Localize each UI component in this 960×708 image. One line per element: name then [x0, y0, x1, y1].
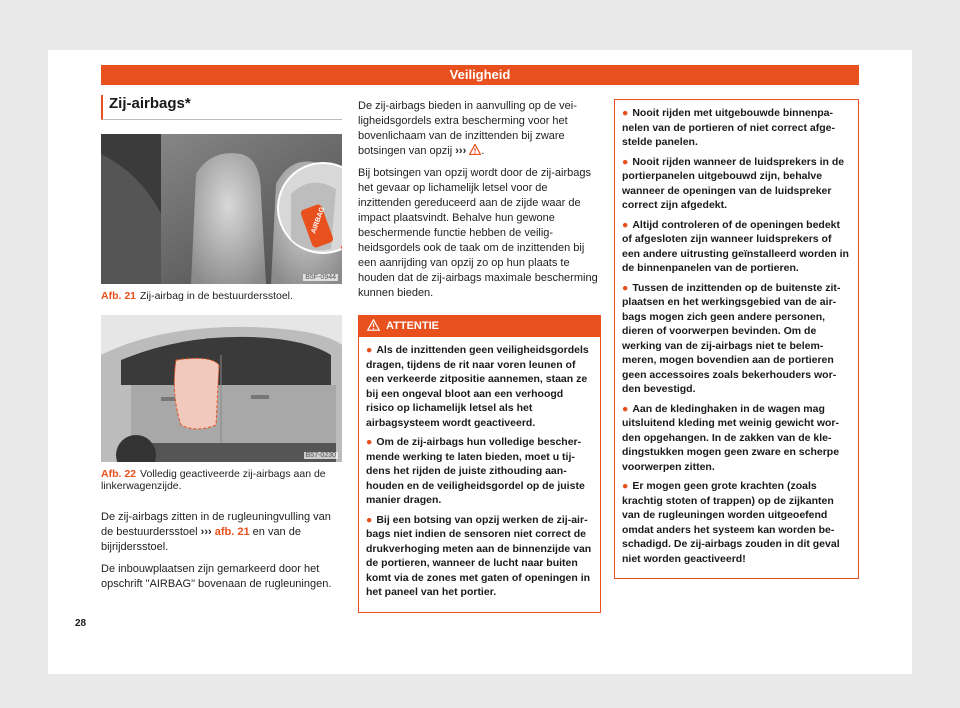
paragraph-text: en van de bijrijdersstoel. [101, 526, 301, 553]
airbag-label: AIRBAG [310, 206, 327, 235]
figure-side-airbags [101, 315, 342, 462]
warning-item-text: Bij een botsing van opzij werken de zij-airbags niet indien de sensoren niet correct de drukverhoging meten aan de binnenzijde van de portieren, wanneer de lucht naar buiten komt via de zones met gaten of openingen in het paneel van het portier. [366, 513, 592, 598]
paragraph-text: De zij-airbags bieden in aanvulling op de veiligheidsgordels extra bescherming voor het bovenlichaam van de inzittenden bij zware botsingen van opzij [358, 100, 577, 157]
warning-item: ● Tussen de inzittenden op de buitenste zitplaatsen en het werkingsgebied van de airbags mogen zich geen andere personen, dieren of voorwerpen bevinden. Om de werking van de zij-airbags niet te belemmeren, mogen bovendien aan de portieren geen accessoires zoals bekerhouders worden bevestigd. [622, 281, 841, 395]
warning-box [358, 315, 601, 613]
warning-title: ATTENTIE [386, 320, 439, 332]
car-side-airbag-illustration [101, 315, 342, 462]
warning-item: ● Als de inzittenden geen veiligheidsgordels dragen, tijdens de rit naar voren leunen of een verkeerde zitpositie aannemen, staan ze bij een ongeval bloot aan een verhoogd risico op lichamelijk letsel als het airbagsysteem wordt geactiveerd. [366, 344, 589, 429]
right-column [614, 99, 859, 579]
figure-id: B5F-0944 [305, 274, 336, 281]
middle-column [358, 99, 601, 613]
warning-item-text: Er mogen geen grote krachten (zoals krachtig stoten of trappen) op de zijkanten van de rugleuningen worden uitgeoefend omdat anders het systeem kan worden beschadigd. De zij-airbags zouden in dit geval niet worden geactiveerd! [622, 480, 840, 565]
warning-item-text: Tussen de inzittenden op de buitenste zitplaatsen en het werkingsgebied van de airbags mogen zich geen andere personen, dieren of voorwerpen bevinden. Om de werking van de zij-airbags niet te belemmeren, mogen bovendien aan de portieren geen accessoires zoals bekerhouders worden bevestigd. [622, 281, 841, 395]
paragraph: Bij botsingen van opzij wordt door de zij-airbags het gevaar op lichamelijk letsel voor de inzittenden gereduceerd aan de zijde waar de impact plaatsvindt. Behalve hun gewone beschermende functie hebben de veiligheidsgordels ook de taak om de inzittenden bij een aanrijding van opzij zo op hun plaats te houden dat de zij-airbags maximale bescherming kunnen bieden. [358, 167, 598, 299]
warning-item-text: Altijd controleren of de openingen bedekt of afgesloten zijn wanneer luidsprekers of een andere uitrusting geïnstalleerd worden in de binnenpanelen van de portieren. [622, 218, 849, 274]
warning-item: ● Er mogen geen grote krachten (zoals krachtig stoten of trappen) op de zijkanten van de rugleuningen worden uitgeoefend omdat anders het systeem kan worden beschadigd. De zij-airbags zouden in dit geval niet worden geactiveerd! [622, 480, 840, 565]
warning-triangle-icon [469, 145, 481, 157]
figure-seat-airbag [101, 134, 342, 284]
warning-item-text: Om de zij-airbags hun volledige beschermende werking te laten bieden, moet u tijdens het rijden de juiste zithouding aanhouden en de veiligheidsgordel op de juiste manier dragen. [366, 436, 585, 506]
warning-item: ● Nooit rijden wanneer de luidsprekers in de portierpanelen uitgebouwd zijn, behalve wanneer de openingen van de luidspreker correct zijn afgedekt. [622, 155, 845, 211]
figure-caption-text: Zij-airbag in de bestuurdersstoel. [140, 290, 293, 302]
warning-item-text: Als de inzittenden geen veiligheidsgordels dragen, tijdens de rit naar voren leunen of een verkeerde zitpositie aannemen, staan ze bij een ongeval bloot aan een verhoogd risico op lichamelijk letsel als het airbagsysteem wordt geactiveerd. [366, 344, 589, 429]
warning-header [359, 316, 600, 337]
page-number: 28 [75, 618, 87, 629]
paragraph: De inbouwplaatsen zijn gemarkeerd door het opschrift "AIRBAG" bovenaan de rugleuningen. [101, 563, 332, 590]
seat-airbag-illustration [101, 134, 342, 284]
warning-item: ● Nooit rijden met uitgebouwde binnenpanelen van de portieren of niet correct afgestelde panelen. [622, 107, 835, 148]
figure-label: Afb. 22 [101, 468, 137, 480]
reference-arrows: ››› [455, 145, 467, 157]
warning-triangle-icon [367, 318, 380, 339]
warning-item: ● Aan de kledinghaken in de wagen mag uitsluitend kleding met weinig gewicht worden opgehangen. In de zakken van de kledingstukken mogen geen zware en scherpe voorwerpen zitten. [622, 402, 840, 473]
paragraph: De zij-airbags bieden in aanvulling op de veiligheidsgordels extra bescherming voor het bovenlichaam van de inzittenden bij zware botsingen van opzij ››› . [358, 100, 577, 157]
chapter-header: Veiligheid [101, 65, 859, 85]
reference-arrows: ››› [200, 526, 212, 538]
warning-item: ● Altijd controleren of de openingen bedekt of afgesloten zijn wanneer luidsprekers of een andere uitrusting geïnstalleerd worden in de binnenpanelen van de portieren. [622, 218, 849, 274]
warning-item: ● Bij een botsing van opzij werken de zij-airbags niet indien de sensoren niet correct de drukverhoging meten aan de binnenzijde van de portieren, wanneer de lucht naar buiten komt via de zones met gaten of openingen in het paneel van het portier. [366, 513, 592, 598]
warning-item: ● Om de zij-airbags hun volledige beschermende werking te laten bieden, moet u tijdens het rijden de juiste zithouding aanhouden en de veiligheidsgordel op de juiste manier dragen. [366, 436, 585, 506]
paragraph-text: De zij-airbags zitten in de rugleuningvulling van de bestuurdersstoel [101, 511, 331, 538]
paragraph [101, 510, 342, 555]
figure-id: B57-0230 [305, 452, 336, 459]
figure-caption [101, 468, 342, 492]
warning-box-continued [614, 99, 859, 579]
left-column [101, 95, 342, 599]
warning-item-text: Nooit rijden wanneer de luidsprekers in de portierpanelen uitgebouwd zijn, behalve wanneer de openingen van de luidspreker correct zijn afgedekt. [622, 155, 845, 211]
section-title: Zij-airbags* [101, 95, 342, 120]
figure-caption [101, 290, 342, 302]
warning-item-text: Aan de kledinghaken in de wagen mag uitsluitend kleding met weinig gewicht worden opgehangen. In de zakken van de kledingstukken mogen geen zware en scherpe voorwerpen zitten. [622, 402, 840, 473]
warning-item-text: Nooit rijden met uitgebouwde binnenpanelen van de portieren of niet correct afgestelde panelen. [622, 107, 835, 148]
figure-caption-text: Volledig geactiveerde zij-airbags aan de linkerwagenzijde. [101, 468, 326, 492]
figure-label: Afb. 21 [101, 290, 137, 302]
figure-reference-link[interactable]: afb. 21 [214, 526, 250, 538]
